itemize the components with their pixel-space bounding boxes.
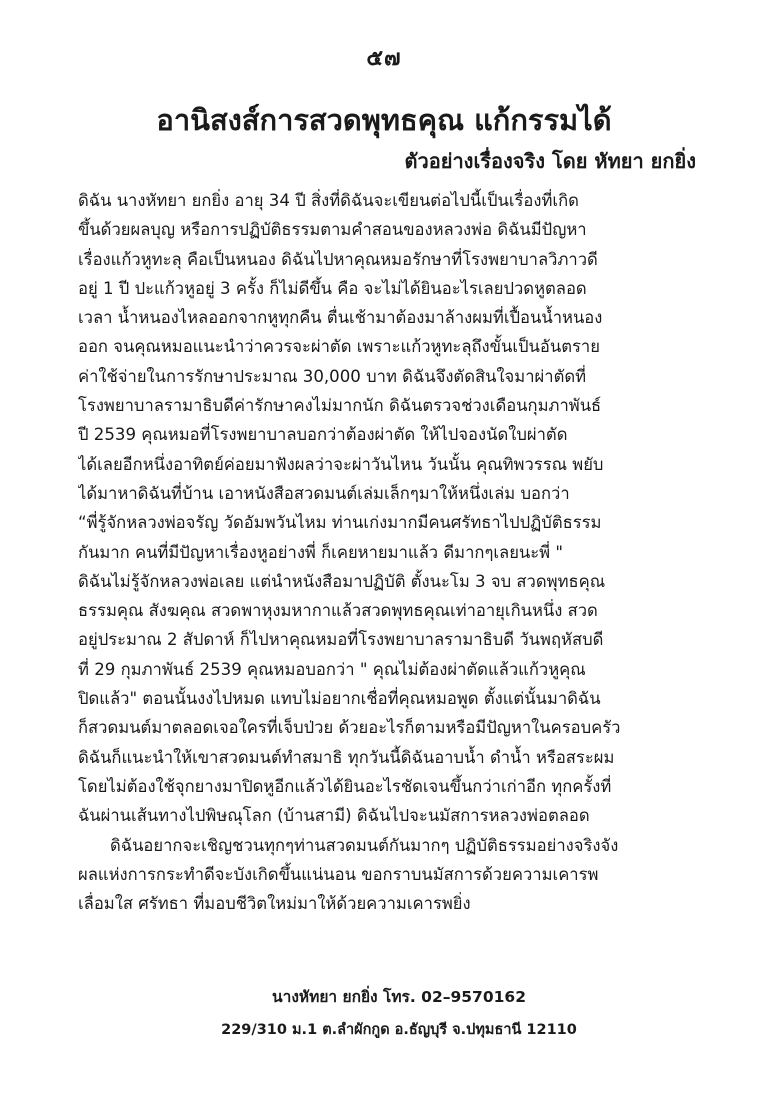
body-line: โดยไม่ต้องใช้จุกยางมาปิดหูอีกแล้วได้ยินอะไรชัดเจนขึ้นกว่าเก่าอีก ทุกครั้งที่ (78, 776, 612, 796)
body-line: เรื่องแก้วหูทะลุ คือเป็นหนอง ดิฉันไปหาคุณหมอรักษาที่โรงพยาบาลวิภาวดี (78, 249, 598, 269)
body-line: ปี 2539 คุณหมอที่โรงพยาบาลบอกว่าต้องผ่าตัด ให้ไปจองนัดใบผ่าตัด (78, 425, 568, 445)
body-line: ดิฉัน นางหัทยา ยกยิ่ง อายุ 34 ปี สิ่งที่ดิฉันจะเขียนต่อไปนี้เป็นเรื่องที่เกิด (78, 191, 579, 210)
body-line: ขึ้นด้วยผลบุญ หรือการปฏิบัติธรรมตามคำสอนของหลวงพ่อ ดิฉันมีปัญหา (78, 220, 587, 240)
body-line: ได้มาหาดิฉันที่บ้าน เอาหนังสือสวดมนต์เล่มเล็กๆมาให้หนึ่งเล่ม บอกว่า (78, 483, 570, 503)
body-line: ผลแห่งการกระทำดีจะบังเกิดขึ้นแน่นอน ขอกราบนมัสการด้วยความเคารพ (78, 864, 599, 884)
page-number: ๕๗ (366, 46, 402, 71)
body-line: เลื่อมใส ศรัทธา ที่มอบชีวิตใหม่มาให้ด้วยความเคารพยิ่ง (78, 894, 471, 914)
body-line: ดิฉันอยากจะเชิญชวนทุกๆท่านสวดมนต์กันมากๆ ปฏิบัติธรรมอย่างจริงจัง (110, 835, 619, 855)
body-line: ธรรมคุณ สังฆคุณ สวดพาหุงมหากาแล้วสวดพุทธคุณเท่าอายุเกินหนึ่ง สวด (78, 601, 598, 621)
body-line: ฉันผ่านเส้นทางไปพิษณุโลก (บ้านสามี) ดิฉันไปจะนมัสการหลวงพ่อตลอด (78, 806, 590, 826)
body-line: ก็สวดมนต์มาตลอดเจอใครที่เจ็บป่วย ด้วยอะไรก็ตามหรือมีปัญหาในครอบครัว (78, 718, 621, 738)
body-line: อยู่ 1 ปี ปะแก้วหูอยู่ 3 ครั้ง ก็ไม่ดีขึ้น คือ จะไม่ได้ยินอะไรเลยปวดหูตลอด (78, 278, 587, 298)
body-line: อยู่ประมาณ 2 สัปดาห์ ก็ไปหาคุณหมอที่โรงพยาบาลรามาธิบดี วันพฤหัสบดี (78, 630, 604, 650)
author-signature: นางหัทยา ยกยิ่ง โทร. 02–9570162 (272, 988, 526, 1006)
body-line: ค่าใช้จ่ายในการรักษาประมาณ 30,000 บาท ดิฉันจึงตัดสินใจมาผ่าตัดที่ (78, 366, 587, 386)
body-line: ดิฉันก็แนะนำให้เขาสวดมนต์ทำสมาธิ ทุกวันนี้ดิฉันอาบน้ำ ดำน้ำ หรือสระผม (78, 747, 615, 767)
article-body (78, 186, 698, 918)
body-line: ปิดแล้ว" ตอนนั้นงงไปหมด แทบไม่อยากเชื่อที่คุณหมอพูด ตั้งแต่นั้นมาดิฉัน (78, 689, 601, 709)
article-subtitle: ตัวอย่างเรื่องจริง โดย หัทยา ยกยิ่ง (404, 149, 696, 173)
body-line: ได้เลยอีกหนึ่งอาทิตย์ค่อยมาฟังผลว่าจะผ่าวันไหน วันนั้น คุณทิพวรรณ พยับ (78, 454, 604, 474)
body-line: ดิฉันไม่รู้จักหลวงพ่อเลย แต่นำหนังสือมาปฏิบัติ ตั้งนะโม 3 จบ สวดพุทธคุณ (78, 571, 606, 591)
body-line: ออก จนคุณหมอแนะนำว่าควรจะผ่าตัด เพราะแก้วหูทะลุถึงขั้นเป็นอันตราย (78, 337, 600, 357)
article-title: อานิสงส์การสวดพุทธคุณ แก้กรรมได้ (156, 103, 612, 137)
body-line: โรงพยาบาลรามาธิบดีค่ารักษาคงไม่มากนัก ดิฉันตรวจช่วงเดือนกุมภาพันธ์ (78, 396, 602, 416)
body-line: “พี่รู้จักหลวงพ่อจรัญ วัดอัมพวันไหม ท่านเก่งมากมีคนศรัทธาไปปฏิบัติธรรม (78, 513, 602, 533)
author-address: 229/310 ม.1 ต.ลำผักกูด อ.ธัญบุรี จ.ปทุมธานี 12110 (221, 1022, 577, 1038)
body-line: ที่ 29 กุมภาพันธ์ 2539 คุณหมอบอกว่า " คุณไม่ต้องผ่าตัดแล้วแก้วหูคุณ (78, 659, 586, 679)
body-line: เวลา น้ำหนองไหลออกจากหูทุกคืน ตื่นเช้ามาต้องมาล้างผมที่เปื้อนน้ำหนอง (78, 308, 603, 328)
body-line: กันมาก คนที่มีปัญหาเรื่องหูอย่างพี่ ก็เคยหายมาแล้ว ดีมากๆเลยนะพี่ " (78, 542, 564, 562)
